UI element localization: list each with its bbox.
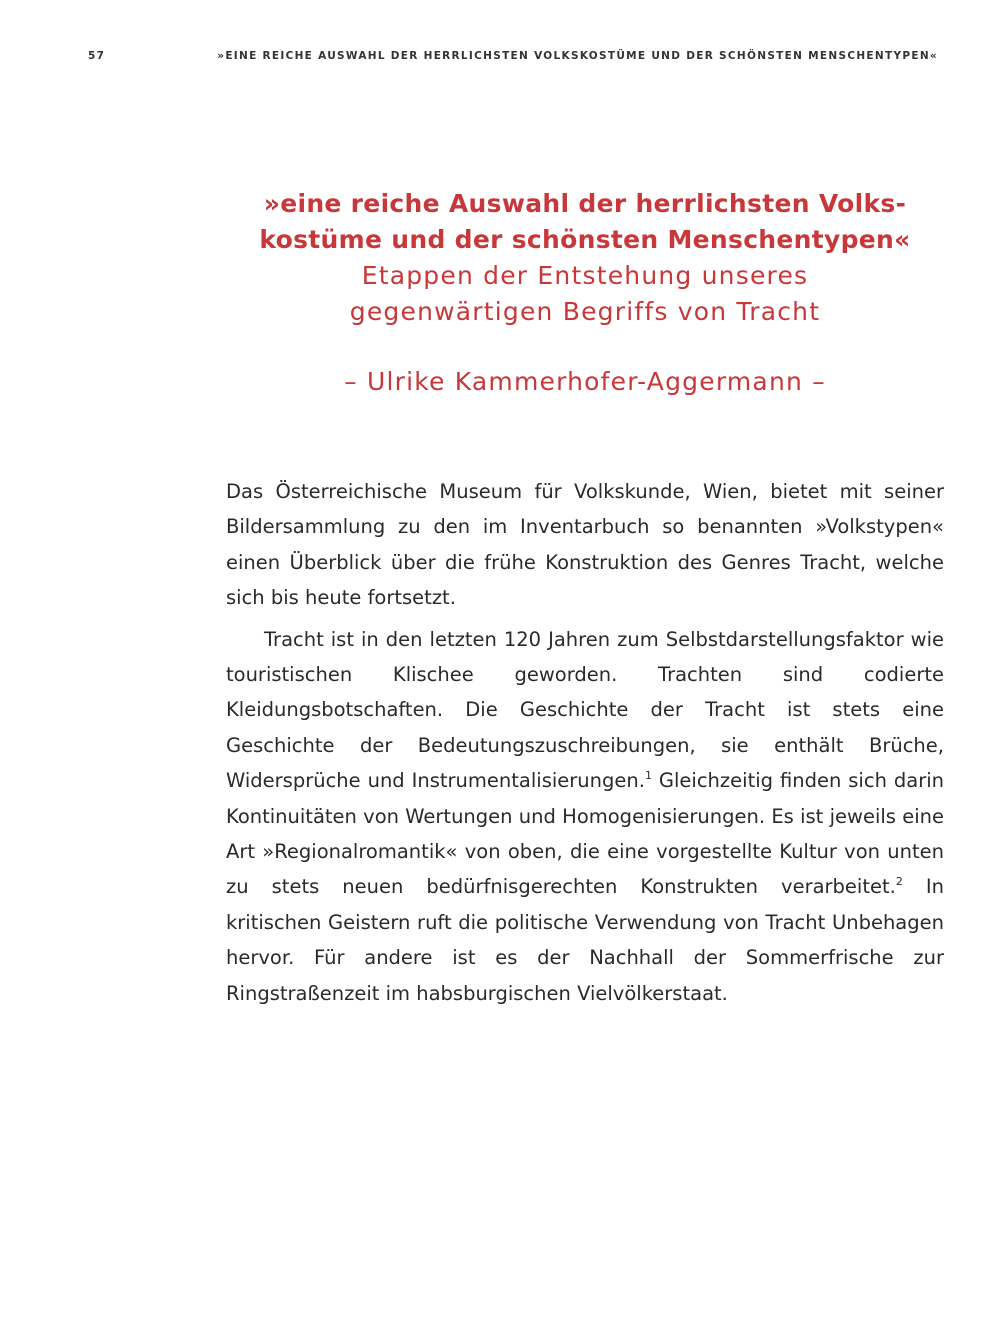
paragraph-2-part-1: Tracht ist in den letzten 120 Jahren zum Selbstdarstellungsfaktor wie touristischen Klischee geworden. Trachten sind codierte Kleidungsbotschaften. Die Geschichte der Tracht ist stets eine Geschichte der Bedeutungszuschreibungen, sie enthält Brüche, Widersprüche und Instrumentalisierungen.	[226, 627, 944, 793]
page-number: 57	[88, 50, 106, 62]
footnote-marker-1[interactable]: 1	[644, 769, 652, 783]
running-header	[88, 50, 938, 66]
paragraph-2	[226, 622, 944, 1011]
chapter-subtitle-line-1: Etappen der Entstehung unseres	[361, 261, 809, 290]
body-text	[226, 474, 944, 1017]
paragraph-2-part-3: In kritischen Geistern ruft die politische Verwendung von Tracht Unbehagen hervor. Für andere ist es der Nachhall der Sommerfrische zur Ringstraßenzeit im habsburgischen Vielvölkerstaat.	[226, 875, 944, 1005]
chapter-title-line-1: »eine reiche Auswahl der herrlichsten Volks-	[263, 189, 907, 218]
running-title: »EINE REICHE AUSWAHL DER HERRLICHSTEN VOLKSKOSTÜME UND DER SCHÖNSTEN MENSCHENTYPEN«	[217, 50, 938, 62]
author-name: – Ulrike Kammerhofer-Aggermann –	[344, 367, 826, 396]
paragraph-1: Das Österreichische Museum für Volkskunde, Wien, bietet mit seiner Bildersammlung zu den im Inventarbuch so benannten »Volkstypen« einen Überblick über die frühe Konstruktion des Genres Tracht, welche sich bis heute fortsetzt.	[226, 480, 944, 610]
chapter-title-block	[226, 186, 944, 400]
chapter-subtitle-line-2: gegenwärtigen Begriffs von Tracht	[349, 297, 821, 326]
footnote-marker-2[interactable]: 2	[895, 875, 903, 889]
paragraph-2-part-2: Gleichzeitig finden sich darin Kontinuitäten von Wertungen und Homogenisierungen. Es ist jeweils eine Art »Regionalromantik« von oben, die eine vorgestellte Kultur von unten zu stets neuen bedürfnisgerechten Konstrukten verarbeitet.	[226, 769, 944, 899]
chapter-title-line-2: kostüme und der schönsten Menschentypen«	[259, 225, 911, 254]
